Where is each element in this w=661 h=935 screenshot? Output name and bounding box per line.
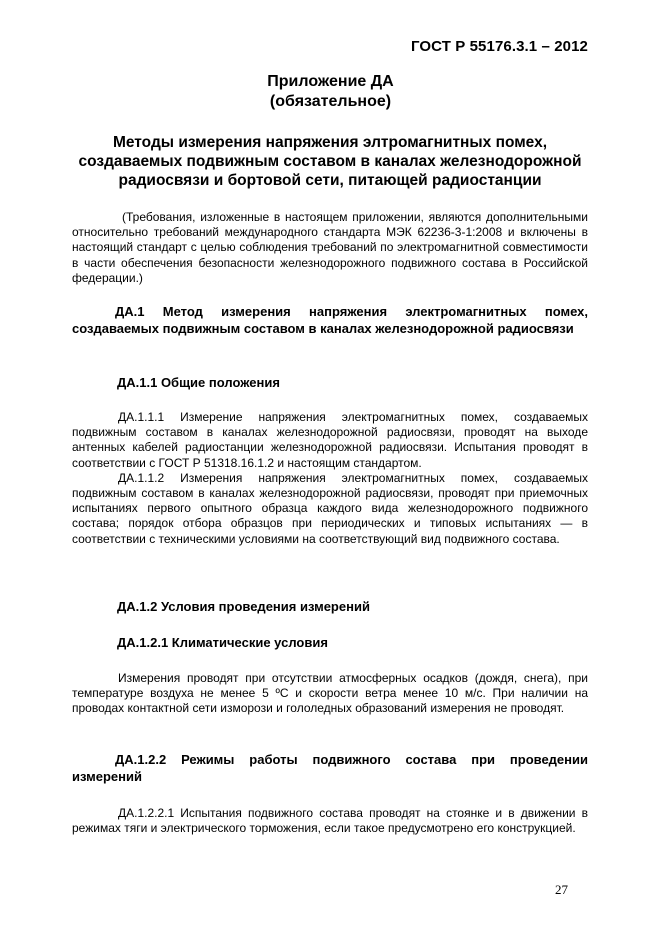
requirements-note: (Требования, изложенные в настоящем приложении, являются дополнительными относительно требований международного стандарта МЭК 62236-3-1:2008 и включены в настоящий стандарт с целью соблюдения требований по электромагнитной совместимости в части обеспечения безопасности железнодорожного подвижного состава в Российской федерации.): [72, 210, 588, 285]
methods-title: Методы измерения напряжения элтромагнитных помех, создаваемых подвижным составом в каналах железнодорожной радиосвязи и бортовой сети, питающей радиостанции: [78, 134, 582, 189]
page-number: 27: [555, 882, 568, 897]
paragraph-da1221: ДА.1.2.2.1 Испытания подвижного состава проводят на стоянке и в движении в режимах тяги и электрического торможения, если такое предусмотрено его конструкцией.: [72, 806, 588, 836]
section-heading-da121: ДА.1.2.1 Климатические условия: [117, 635, 328, 650]
paragraph-da111: ДА.1.1.1 Измерение напряжения электромагнитных помех, создаваемых подвижным составом в каналах железнодорожной радиосвязи, проводят на выходе антенных кабелей радиостанции железнодорожной радиосвязи. Испытания проводят в соответствии с ГОСТ Р 51318.16.1.2 и настоящим стандартом.: [72, 410, 588, 470]
standard-number: ГОСТ Р 55176.3.1 – 2012: [410, 38, 588, 55]
section-da121-body: [72, 671, 588, 717]
section-da122-body: [72, 806, 588, 836]
section-heading-da1: [72, 304, 588, 337]
annex-title: Приложение ДА: [267, 73, 394, 90]
section-heading-da122-text: ДА.1.2.2 Режимы работы подвижного состава при проведении измерений: [72, 752, 588, 784]
section-da11-body: [72, 410, 588, 547]
section-heading-da12: ДА.1.2 Условия проведения измерений: [117, 599, 370, 614]
paragraph-climatic: Измерения проводят при отсутствии атмосферных осадков (дождя, снега), при температуре воздуха не менее 5 ºС и скорости ветра менее 10 м/с. При наличии на проводах контактной сети изморози и гололедных образований измерения не проводят.: [72, 671, 588, 716]
section-heading-da11: ДА.1.1 Общие положения: [117, 375, 280, 390]
paragraph-da112: ДА.1.1.2 Измерения напряжения электромагнитных помех, создаваемых подвижным составом в каналах железнодорожной радиосвязи, проводят при приемочных испытаниях первого опытного образца каждого вида железнодорожного подвижного состава; порядок отбора образцов при периодических и типовых испытаниях — в соответствии с техническими условиями на соответствующий вид подвижного состава.: [72, 470, 588, 546]
section-heading-da1-text: ДА.1 Метод измерения напряжения электромагнитных помех, создаваемых подвижным составом в каналах железнодорожной радиосвязи: [72, 304, 588, 336]
annex-title-block: [0, 72, 661, 112]
requirements-note-block: [72, 210, 588, 286]
annex-subtitle: (обязательное): [269, 93, 392, 110]
section-heading-da122: [72, 752, 588, 785]
